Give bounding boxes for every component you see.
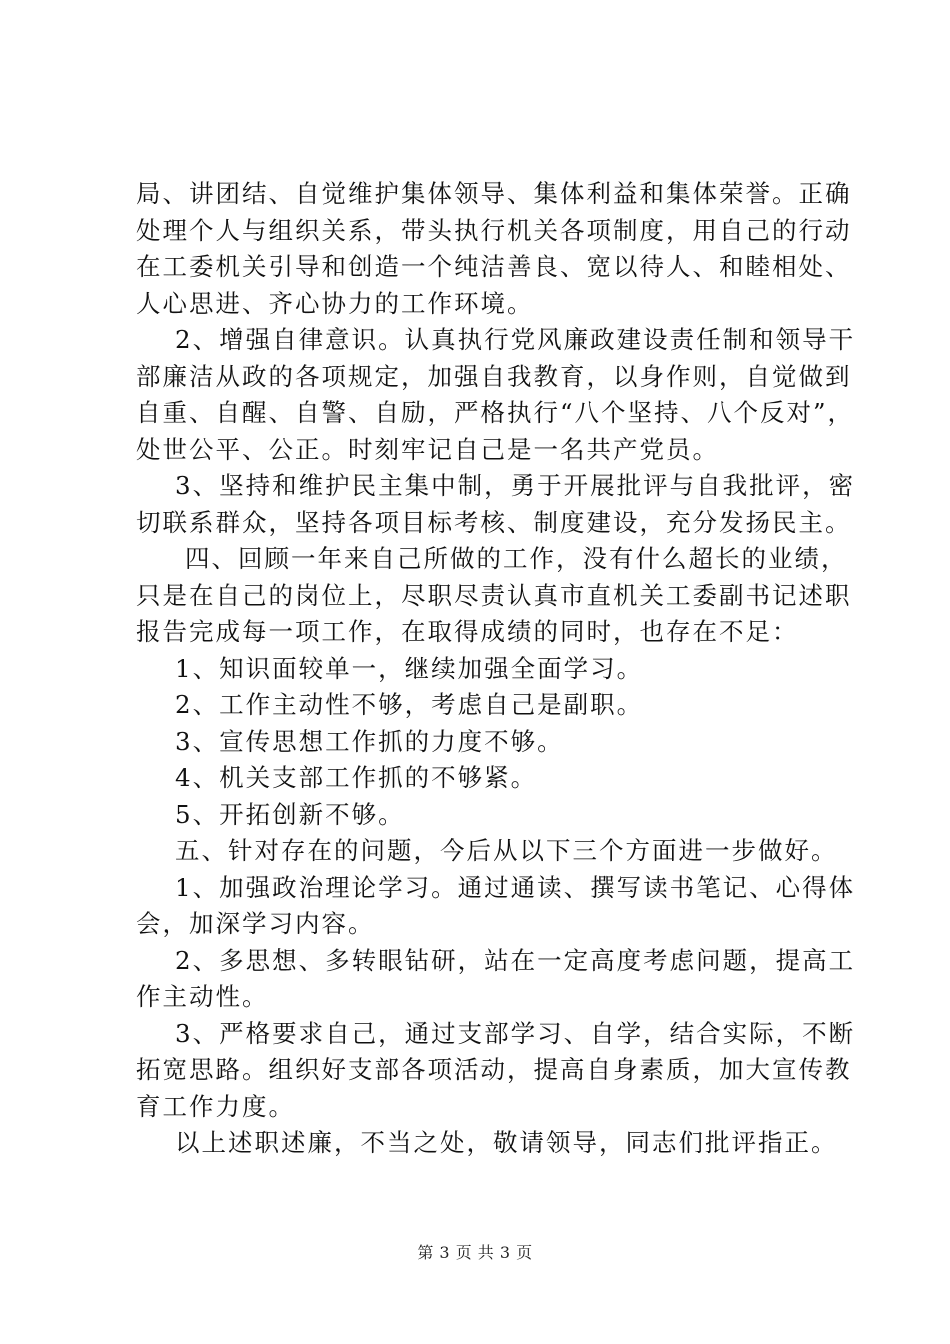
text-line: 1、知识面较单一，继续加强全面学习。 [175,653,644,683]
page-footer [0,1243,950,1263]
text-line: 自重、自醒、自警、自励，严格执行“八个坚持、八个反对”， [136,398,855,427]
text-line: 处世公平、公正。时刻牢记自己是一名共产党员。 [136,434,719,464]
text-line: 3、严格要求自己，通过支部学习、自学，结合实际，不断 [175,1018,856,1048]
page-number-label: 第 3 页 共 3 页 [417,1243,533,1262]
text-line: 处理个人与组织关系，带头执行机关各项制度，用自己的行动 [136,215,852,245]
text-line: 人心思进、齐心协力的工作环境。 [136,288,534,318]
text-line: 只是在自己的岗位上，尽职尽责认真市直机关工委副书记述职 [136,580,852,610]
text-line: 1、加强政治理论学习。通过通读、撰写读书笔记、心得体 [175,872,856,902]
text-line: 在工委机关引导和创造一个纯洁善良、宽以待人、和睦相处、 [136,252,852,281]
text-line: 四、回顾一年来自己所做的工作，没有什么超长的业绩， [185,544,848,573]
document-body [136,176,856,1162]
text-line: 切联系群众，坚持各项目标考核、制度建设，充分发扬民主。 [136,507,852,537]
text-line: 4、机关支部工作抓的不够紧。 [175,763,538,792]
text-line: 3、坚持和维护民主集中制，勇于开展批评与自我批评，密 [175,471,856,500]
text-line: 以上述职述廉，不当之处，敬请领导，同志们批评指正。 [175,1128,838,1157]
text-line: 2、增强自律意识。认真执行党风廉政建设责任制和领导干 [175,325,856,354]
text-line: 报告完成每一项工作，在取得成绩的同时，也存在不足： [136,617,799,646]
text-line: 育工作力度。 [136,1091,295,1121]
text-line: 局、讲团结、自觉维护集体领导、集体利益和集体荣誉。正确 [136,179,852,208]
text-line: 2、工作主动性不够，考虑自己是副职。 [175,690,644,719]
text-line: 五、针对存在的问题，今后从以下三个方面进一步做好。 [175,836,838,865]
text-line: 3、宣传思想工作抓的力度不够。 [175,726,564,756]
text-line: 5、开拓创新不够。 [175,799,405,829]
text-line: 拓宽思路。组织好支部各项活动，提高自身素质，加大宣传教 [136,1055,852,1084]
text-line: 会，加深学习内容。 [136,909,375,938]
text-line: 部廉洁从政的各项规定，加强自我教育，以身作则，自觉做到 [136,361,852,391]
text-line: 2、多思想、多转眼钻研，站在一定高度考虑问题，提高工 [175,945,856,975]
text-line: 作主动性。 [136,982,269,1011]
